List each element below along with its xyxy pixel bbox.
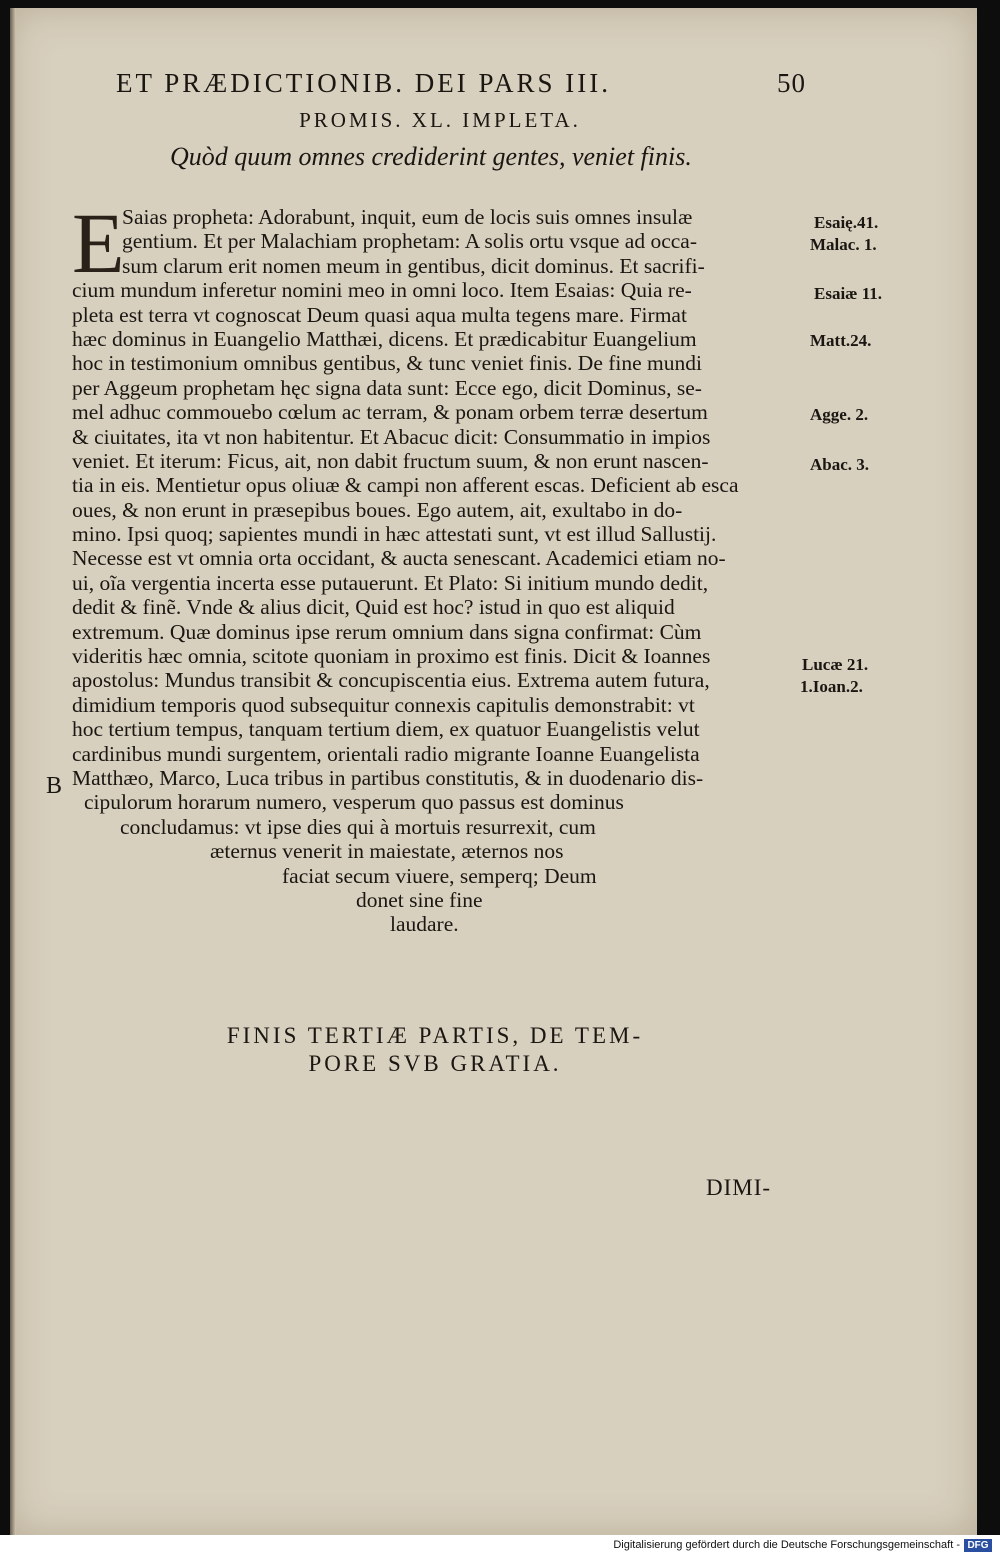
body-line: hæc dominus in Euangelio Matthæi, dicens. Et prædicabitur Euangelium	[72, 326, 697, 351]
body-line: donet sine fine	[356, 887, 483, 912]
body-line: concludamus: vt ipse dies qui à mortuis resurrexit, cum	[120, 814, 596, 839]
part-colophon	[140, 1022, 730, 1078]
colophon-line: FINIS TERTIÆ PARTIS, DE TEM-	[226, 1023, 644, 1048]
margin-note: Lucæ 21.	[802, 655, 869, 674]
section-caption: Quòd quum omnes crediderint gentes, veniet finis.	[170, 142, 692, 171]
page-number: 50	[777, 68, 806, 98]
page-spine-shadow	[10, 8, 16, 1535]
margin-note: Agge. 2.	[810, 405, 869, 424]
body-line: faciat secum viuere, semperq; Deum	[282, 863, 597, 888]
body-line: extremum. Quæ dominus ipse rerum omnium dans signa confirmat: Cùm	[72, 619, 702, 644]
margin-note: Esaiæ 11.	[814, 284, 883, 303]
margin-note: Abac. 3.	[810, 455, 870, 474]
footer-credit: Digitalisierung gefördert durch die Deutsche Forschungsgemeinschaft -	[613, 1539, 960, 1551]
body-line: Saias propheta: Adorabunt, inquit, eum de locis suis omnes insulæ	[122, 205, 693, 229]
body-line: mino. Ipsi quoq; sapientes mundi in hæc attestati sunt, vt est illud Sallustij.	[72, 522, 717, 547]
body-line: tia in eis. Mentietur opus oliuæ & campi non afferent escas. Deficient ab esca	[72, 473, 739, 498]
dfg-logo: DFG	[964, 1539, 992, 1552]
body-line: laudare.	[390, 912, 459, 937]
body-line: gentium. Et per Malachiam prophetam: A solis ortu vsque ad occa-	[122, 229, 697, 254]
body-line: apostolus: Mundus transibit & concupiscentia eius. Extrema autem futura,	[72, 668, 710, 693]
body-line: cium mundum inferetur nomini meo in omni loco. Item Esaias: Quia re-	[72, 278, 692, 303]
body-line: cipulorum horarum numero, vesperum quo passus est dominus	[84, 790, 624, 815]
margin-note: 1.Ioan.2.	[800, 677, 863, 696]
body-line: & ciuitates, ita vt non habitentur. Et Abacuc dicit: Consummatio in impios	[72, 424, 711, 449]
body-line: oues, & non erunt in præsepibus boues. Ego autem, ait, exultabo in do-	[72, 497, 683, 522]
catchword: DIMI-	[706, 1175, 772, 1200]
body-line: pleta est terra vt cognoscat Deum quasi aqua multa tegens mare. Firmat	[72, 302, 687, 327]
body-line: Necesse est vt omnia orta occidant, & aucta senescant. Academici etiam no-	[72, 546, 726, 571]
body-line: hoc in testimonium omnibus gentibus, & tunc veniet finis. De fine mundi	[72, 351, 702, 376]
body-line: veniet. Et iterum: Ficus, ait, non dabit fructum suum, & non erunt nascen-	[72, 448, 709, 473]
body-line: mel adhuc commouebo cœlum ac terram, & ponam orbem terræ desertum	[72, 400, 708, 425]
section-subhead: PROMIS. XL. IMPLETA.	[299, 108, 581, 132]
digitization-footer	[0, 1535, 1000, 1557]
body-line: æternus venerit in maiestate, æternos nos	[210, 839, 564, 864]
body-text	[72, 195, 800, 937]
margin-note: Esaię.41.	[814, 213, 879, 232]
body-line: sum clarum erit nomen meum in gentibus, dicit dominus. Et sacrifi-	[122, 253, 705, 278]
body-line: Matthæo, Marco, Luca tribus in partibus constitutis, & in duodenario dis-	[72, 765, 704, 790]
body-line: dedit & finẽ. Vnde & alius dicit, Quid est hoc? istud in quo est aliquid	[72, 595, 675, 620]
body-line: cardinibus mundi surgentem, orientali radio migrante Ioanne Euangelista	[72, 741, 700, 766]
signature-letter: B	[46, 773, 63, 799]
body-line: per Aggeum prophetam hęc signa data sunt: Ecce ego, dicit Dominus, se-	[72, 375, 702, 400]
running-head-title: ET PRÆDICTIONIB. DEI PARS III.	[116, 68, 612, 98]
drop-cap: E	[72, 195, 125, 291]
running-head	[116, 68, 806, 99]
body-line: dimidium temporis quod subsequitur connexis capitulis demonstrabit: vt	[72, 692, 695, 717]
colophon-line: PORE SVB GRATIA.	[308, 1051, 562, 1076]
margin-note: Malac. 1.	[810, 235, 877, 254]
body-line: hoc tertium tempus, tanquam tertium diem, ex quatuor Euangelistis velut	[72, 717, 700, 742]
margin-note: Matt.24.	[810, 331, 872, 350]
body-line: ui, oĩa vergentia incerta esse putauerunt. Et Plato: Si initium mundo dedit,	[72, 570, 709, 595]
body-line: videritis hæc omnia, scitote quoniam in proximo est finis. Dicit & Ioannes	[72, 644, 711, 669]
